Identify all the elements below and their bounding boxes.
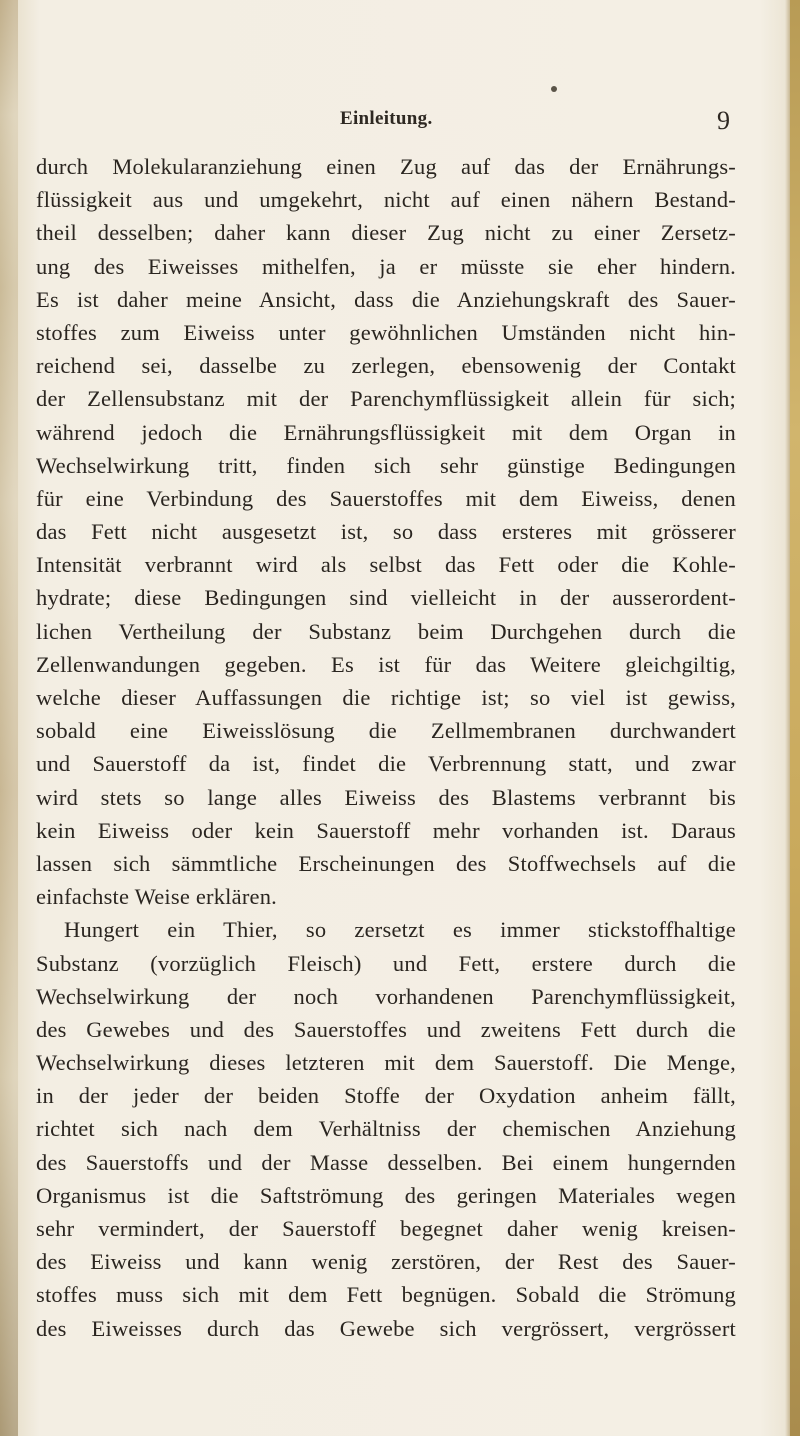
text-line: das Fett nicht ausgesetzt ist, so dass ersteres mit grösserer — [36, 519, 736, 545]
text-line: Es ist daher meine Ansicht, dass die Anziehungskraft des Sauer- — [36, 286, 736, 312]
running-header-title: Einleitung. — [340, 108, 433, 129]
text-line: des Eiweisses durch das Gewebe sich vergrössert, vergrössert — [36, 1315, 736, 1341]
running-header — [310, 108, 730, 138]
text-line: und Sauerstoff da ist, findet die Verbrennung statt, und zwar — [36, 751, 736, 777]
text-line: Substanz (vorzüglich Fleisch) und Fett, erstere durch die — [36, 950, 736, 976]
text-line: sobald eine Eiweisslösung die Zellmembranen durchwandert — [36, 718, 736, 744]
text-line-paragraph-end: einfachste Weise erklären. — [36, 884, 277, 910]
text-line: reichend sei, dasselbe zu zerlegen, ebensowenig der Contakt — [36, 353, 736, 379]
text-line: in der jeder der beiden Stoffe der Oxydation anheim fällt, — [36, 1083, 736, 1109]
text-line: Zellenwandungen gegeben. Es ist für das Weitere gleichgiltig, — [36, 651, 736, 677]
text-line: des Sauerstoffs und der Masse desselben. Bei einem hungernden — [36, 1149, 736, 1175]
text-line: der Zellensubstanz mit der Parenchymflüssigkeit allein für sich; — [36, 386, 736, 412]
text-line: Organismus ist die Saftströmung des geringen Materiales wegen — [36, 1182, 736, 1208]
text-line: lichen Vertheilung der Substanz beim Durchgehen durch die — [36, 618, 736, 644]
text-line: Wechselwirkung dieses letzteren mit dem Sauerstoff. Die Menge, — [36, 1050, 736, 1076]
text-line: kein Eiweiss oder kein Sauerstoff mehr vorhanden ist. Daraus — [36, 817, 736, 843]
text-line: hydrate; diese Bedingungen sind vielleicht in der ausserordent- — [36, 585, 736, 611]
text-line: stoffes zum Eiweiss unter gewöhnlichen Umständen nicht hin- — [36, 319, 736, 345]
text-line: stoffes muss sich mit dem Fett begnügen. Sobald die Strömung — [36, 1282, 736, 1308]
text-line: des Gewebes und des Sauerstoffes und zweitens Fett durch die — [36, 1016, 736, 1042]
text-line: Wechselwirkung tritt, finden sich sehr günstige Bedingungen — [36, 452, 736, 478]
body-text — [36, 150, 736, 1345]
text-line: welche dieser Auffassungen die richtige ist; so viel ist gewiss, — [36, 685, 736, 710]
text-line: während jedoch die Ernährungsflüssigkeit mit dem Organ in — [36, 419, 736, 445]
text-line: richtet sich nach dem Verhältniss der chemischen Anziehung — [36, 1116, 736, 1142]
text-line: Intensität verbrannt wird als selbst das Fett oder die Kohle- — [36, 552, 736, 578]
print-speck — [551, 86, 557, 92]
page-edge-binding — [790, 0, 800, 1436]
text-line: des Eiweiss und kann wenig zerstören, der Rest des Sauer- — [36, 1249, 736, 1275]
page-number: 9 — [717, 106, 730, 135]
text-line: ung des Eiweisses mithelfen, ja er müsste sie eher hindern. — [36, 253, 736, 279]
text-line: für eine Verbindung des Sauerstoffes mit dem Eiweiss, denen — [36, 485, 736, 511]
text-line: theil desselben; daher kann dieser Zug nicht zu einer Zersetz- — [36, 220, 736, 246]
text-line: flüssigkeit aus und umgekehrt, nicht auf einen nähern Bestand- — [36, 187, 736, 213]
page-gutter-shadow — [0, 0, 18, 1436]
text-line: durch Molekularanziehung einen Zug auf das der Ernährungs- — [36, 154, 736, 179]
text-line: Wechselwirkung der noch vorhandenen Parenchymflüssigkeit, — [36, 983, 736, 1009]
text-line: sehr vermindert, der Sauerstoff begegnet daher wenig kreisen- — [36, 1216, 736, 1241]
text-line: wird stets so lange alles Eiweiss des Blastems verbrannt bis — [36, 784, 736, 810]
text-line-paragraph-start: Hungert ein Thier, so zersetzt es immer stickstoffhaltige — [64, 917, 736, 943]
text-line: lassen sich sämmtliche Erscheinungen des Stoffwechsels auf die — [36, 850, 736, 876]
